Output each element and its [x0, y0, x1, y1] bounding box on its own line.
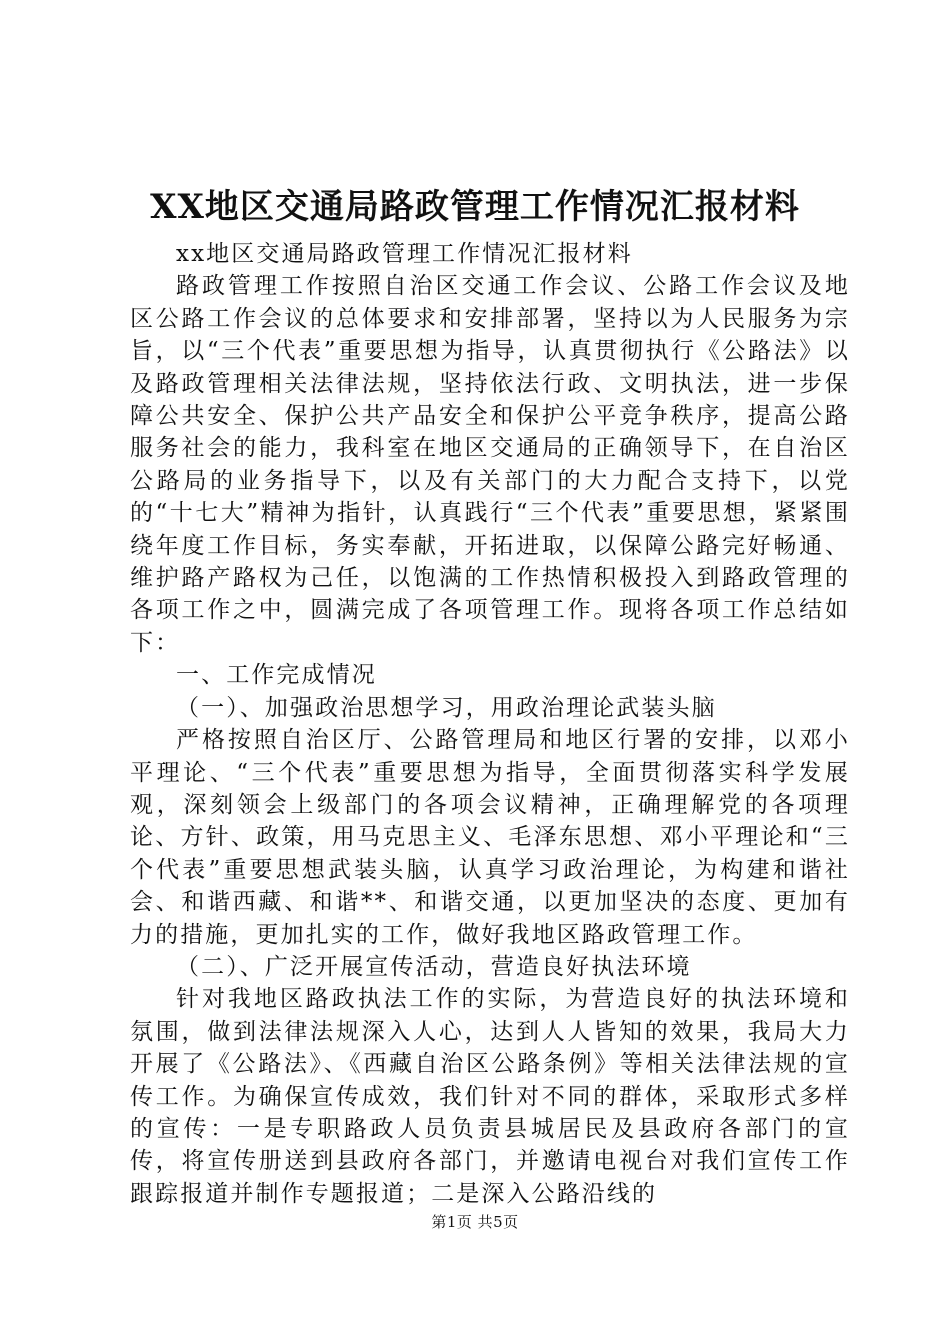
page-number-footer: 第1页 共5页: [431, 1213, 519, 1231]
subtitle-paragraph: xx地区交通局路政管理工作情况汇报材料: [176, 241, 633, 267]
body-paragraph: 针对我地区路政执法工作的实际，为营造良好的执法环境和氛围，做到法律法规深入人心，达到人人皆知的效果，我局大力开展了《公路法》、《西藏自治区公路条例》等相关法律法规的宣传工作。为确保宣传成效，我们针对不同的群体，采取形式多样的宣传：一是专职路政人员负责县城居民及县政府各部门的宣传，将宣传册送到县政府各部门，并邀请电视台对我们宣传工作跟踪报道并制作专题报道；二是深入公路沿线的: [130, 986, 850, 1207]
intro-paragraph: 路政管理工作按照自治区交通工作会议、公路工作会议及地区公路工作会议的总体要求和安排部署，坚持以为人民服务为宗旨，以“三个代表”重要思想为指导，认真贯彻执行《公路法》以及路政管理相关法律法规，坚持依法行政、文明执法，进一步保障公共安全、保护公共产品安全和保护公平竞争秩序，提高公路服务社会的能力，我科室在地区交通局的正确领导下，在自治区公路局的业务指导下，以及有关部门的大力配合支持下，以党的“十七大”精神为指针，认真践行“三个代表”重要思想，紧紧围绕年度工作目标，务实奉献，开拓进取，以保障公路完好畅通、维护路产路权为己任，以饱满的工作热情积极投入到路政管理的各项工作之中，圆满完成了各项管理工作。现将各项工作总结如下：: [130, 273, 850, 656]
document-body: [130, 238, 850, 1210]
document-title: XX地区交通局路政管理工作情况汇报材料: [150, 187, 800, 227]
section-heading: 一、工作完成情况: [176, 662, 377, 689]
body-paragraph: 严格按照自治区厅、公路管理局和地区行署的安排，以邓小平理论、“三个代表”重要思想为指导，全面贯彻落实科学发展观，深刻领会上级部门的各项会议精神，正确理解党的各项理论、方针、政策，用马克思主义、毛泽东思想、邓小平理论和“三个代表”重要思想武装头脑，认真学习政治理论，为构建和谐社会、和谐西藏、和谐**、和谐交通，以更加坚决的态度、更加有力的措施，更加扎实的工作，做好我地区路政管理工作。: [130, 727, 850, 948]
subsection-heading: （一）、加强政治思想学习，用政治理论武装头脑: [176, 694, 717, 721]
subsection-heading: （二）、广泛开展宣传活动，营造良好执法环境: [176, 953, 692, 980]
